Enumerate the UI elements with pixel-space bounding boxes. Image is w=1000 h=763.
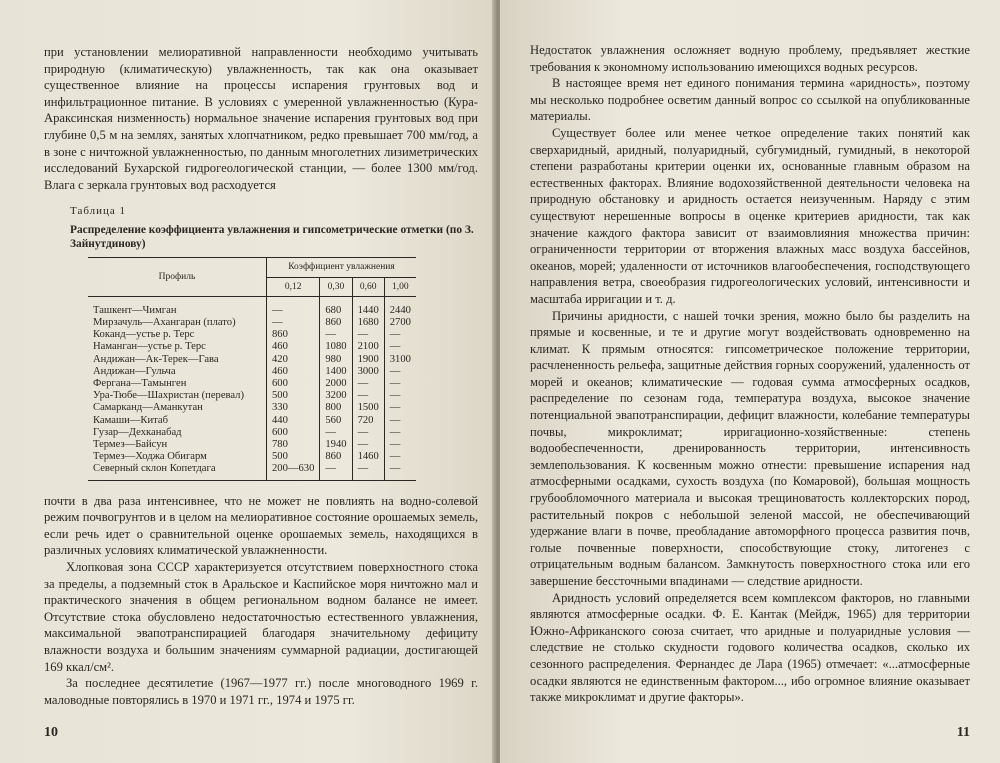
humidity-value: 720 [352,415,384,427]
humidity-value: — [384,329,416,341]
left-paragraph-4: За последнее десятилетие (1967—1977 гг.) после многоводного 1969 г. маловодные повторялись в 1970 и 1971 гг., 1974 и 1975 гг. [44,676,478,707]
right-page [500,0,1000,763]
right-paragraph-5: Аридность условий определяется всем комплексом факторов, но главными являются атмосферные осадки. Ф. Е. Кантак (Мейдж, 1965) для территории Южно-Африканского союза считает, что аридные и полуаридные условия — следствие не столько скудности годового количества осадков, сколько их сезонного распределения. Фернандес де Лара (1965) отмечает: «...атмосферные осадки являются не единственным фактором..., ибо огромное влияние оказывает также микроклимат и другие факторы». [530,590,970,705]
humidity-value: 600 [267,427,320,439]
table-row [88,427,416,439]
humidity-value: 200—630 [267,463,320,480]
table-row [88,415,416,427]
profile-name: Ура-Тюбе—Шахристан (перевал) [93,390,245,402]
humidity-value: — [352,378,384,390]
table-header-col: 1,00 [384,277,416,296]
humidity-value: 980 [320,354,352,366]
humidity-value: 3000 [352,366,384,378]
humidity-value: — [384,341,416,353]
humidity-value: 330 [267,402,320,414]
humidity-value: — [384,390,416,402]
table-row [88,439,416,451]
table-row [88,402,416,414]
profile-name: Мирзачуль—Ахангаран (плато) [93,316,236,328]
page-number-left: 10 [44,725,58,740]
humidity-value: 860 [320,317,352,329]
humidity-value: — [384,415,416,427]
left-paragraph-1: при установлении мелиоративной направленности необходимо учитывать природную (климатическую) увлажненность, так как она оказывает существенное влияние на процессы испарения грунтовых вод и инфильтрационное питание. В условиях с умеренной увлажненностью (Кура-Араксинская низменность) нормальное значение испарения грунтовых вод при глубине 0,5 м на землях, занятых хлопчатником, редко превышает 700 мм/год, а в зоне с ничтожной увлажненностью, по данным многолетних лизиметрических исследований Бухарской гидрогеологической станции, — более 1300 мм/год. Влага с зеркала грунтовых вод расходуется [44,45,478,192]
right-paragraph-1: Недостаток увлажнения осложняет водную проблему, предъявляет жесткие требования к экономному использованию имеющихся водных ресурсов. [530,43,970,74]
humidity-value: 1440 [352,296,384,317]
humidity-value: — [352,329,384,341]
humidity-value: — [384,463,416,480]
table-row [88,341,416,353]
humidity-value: 1400 [320,366,352,378]
table-row [88,329,416,341]
humidity-value: — [267,317,320,329]
table-header-col: 0,12 [267,277,320,296]
profile-name: Термез—Байсун [93,438,168,450]
humidity-value: 500 [267,451,320,463]
table-row [88,451,416,463]
humidity-value: — [384,366,416,378]
humidity-value: 1460 [352,451,384,463]
right-paragraph-2: В настоящее время нет единого понимания термина «аридность», поэтому мы несколько подробнее осветим данный вопрос со ссылкой на опубликованные материалы. [530,76,970,124]
humidity-value: — [352,427,384,439]
humidity-value: 460 [267,341,320,353]
table-row [88,296,416,317]
humidity-value: 560 [320,415,352,427]
table-title: Распределение коэффициента увлажнения и гипсометрические отметки (по З. Зайнутдинову) [70,224,474,251]
humidity-value: 2440 [384,296,416,317]
table-caption: Таблица 1 [70,205,127,218]
humidity-value: — [320,329,352,341]
table-row [88,366,416,378]
humidity-value: 1900 [352,354,384,366]
humidity-value: 1940 [320,439,352,451]
table-header-profile: Профиль [88,258,267,296]
humidity-value: 2000 [320,378,352,390]
table-row [88,317,416,329]
humidity-value: — [352,463,384,480]
left-page [0,0,496,763]
humidity-value: — [384,439,416,451]
table-header-col: 0,30 [320,277,352,296]
humidity-value: 3100 [384,354,416,366]
profile-name: Северный склон Копетдага [88,463,267,480]
humidity-value: 460 [267,366,320,378]
right-paragraph-4: Причины аридности, с нашей точки зрения, можно было бы разделить на прямые и косвенные, и те и другие могут воздействовать одновременно на климат. К прямым относятся: гипсометрическое положение территории, расчлененность рельефа, защитные действия горных сооружений, удаленность от морей и океанов; климатические — годовая сумма атмосферных осадков, распределение по сезонам года, температура воздуха, высокое значение потенциальной эвапотранспирации, дефицит влажности, колебание температуры почвы, микроклимат; ирригационно-хозяйственные: степень водообеспеченности, дренированность территории, интенсивность землепользования. К косвенным можно отнести: превышение испарения над атмосферными осадками, сухость воздуха (по Комаровой), большая мощность грубообломочного материала и высокая трещиноватость коллекторских пород, растительный покров с небольшой зеленой массой, не обеспечивающий удержание влаги в почве, преобладание автоморфного процесса развития почв, голые почвенные поверхности, способствующие стоку, литогенез с отрицательным водным балансом. Замкнутость поверхностного стока или его завершение бессточными впадинами — следствие аридности. [530,308,970,588]
humidity-value: — [352,390,384,402]
left-paragraph-2: почти в два раза интенсивнее, что не может не повлиять на водно-солевой режим почвогрунтов и в целом на мелиоративное состояние орошаемых земель, если речь идет о сравнительной оценке орошаемых земель, находящихся в различных условиях климатической увлажненности. [44,493,478,558]
humidity-value: 440 [267,415,320,427]
profile-name: Ташкент—Чимган [93,304,177,316]
humidity-value: 860 [320,451,352,463]
humidity-value: — [384,427,416,439]
profile-name: Самарканд—Аманкутан [93,402,203,414]
humidity-value: — [384,451,416,463]
table-row [88,390,416,402]
profile-name: Коканд—устье р. Терс [93,329,195,341]
profile-name: Фергана—Тамынген [93,377,187,389]
profile-name: Камаши—Китаб [93,414,168,426]
profile-name: Андижан—Ак-Терек—Гава [93,353,219,365]
humidity-value: — [384,402,416,414]
table-row [88,378,416,390]
humidity-value: 2100 [352,341,384,353]
humidity-value: 3200 [320,390,352,402]
humidity-value: 1680 [352,317,384,329]
humidity-value: 2700 [384,317,416,329]
humidity-value: — [320,427,352,439]
humidity-value: — [320,463,352,480]
table-row [88,354,416,366]
humidity-value: 860 [267,329,320,341]
humidity-value: 780 [267,439,320,451]
humidity-value: 1080 [320,341,352,353]
table-header-col: 0,60 [352,277,384,296]
right-paragraph-3: Существует более или менее четкое определение таких понятий как сверхаридный, аридный, полуаридный, субгумидный, гумидный, в некоторой степени разработаны критерии оценки их, основанные главным образом на естественных факторах. Влияние водохозяйственной деятельности человека на природную обстановку и аридность остается неизученным. Наряду с этим существуют нерешенные вопросы в оценке критериев аридности, так как значение каждого фактора зависит от взаимовлияния множества причин: ограниченности территории от вторжения влажных масс воздуха бассейнов, океанов, морей; удаленности от источников влагообеспечения, господствующего направления ветра, своеобразия гидрогеологических условий, интенсивности и масштаба ирригации и т. д. [530,125,970,306]
humidity-value: — [384,378,416,390]
humidity-value: — [267,296,320,317]
humidity-value: 1500 [352,402,384,414]
humidity-value: 680 [320,296,352,317]
humidity-value: 420 [267,354,320,366]
humidity-value: 800 [320,402,352,414]
humidity-value: 500 [267,390,320,402]
profile-name: Гузар—Дехканабад [93,426,182,438]
humidity-value: — [352,439,384,451]
table-row [88,463,416,480]
humidity-value: 600 [267,378,320,390]
profile-name: Термез—Ходжа Обигарм [93,451,207,463]
humidity-table [88,257,416,480]
profile-name: Андижан—Гульча [93,365,176,377]
profile-name: Наманган—устье р. Терс [93,341,206,353]
table-body [88,296,416,480]
page-number-right: 11 [956,725,970,740]
left-paragraph-3: Хлопковая зона СССР характеризуется отсутствием поверхностного стока за пределы, а подземный сток в Аральское и Каспийское моря ничтожно мал и практического значения в общем региональном водном балансе не имеет. Отсутствие стока обусловлено недостаточностью естественного увлажнения, максимальной эвапотранспирацией благодаря значительному дефициту влажности воздуха и большим значениям суммарной радиации, достигающей 169 ккал/см². [44,559,478,674]
table-header-group: Коэффициент увлажнения [267,258,416,277]
